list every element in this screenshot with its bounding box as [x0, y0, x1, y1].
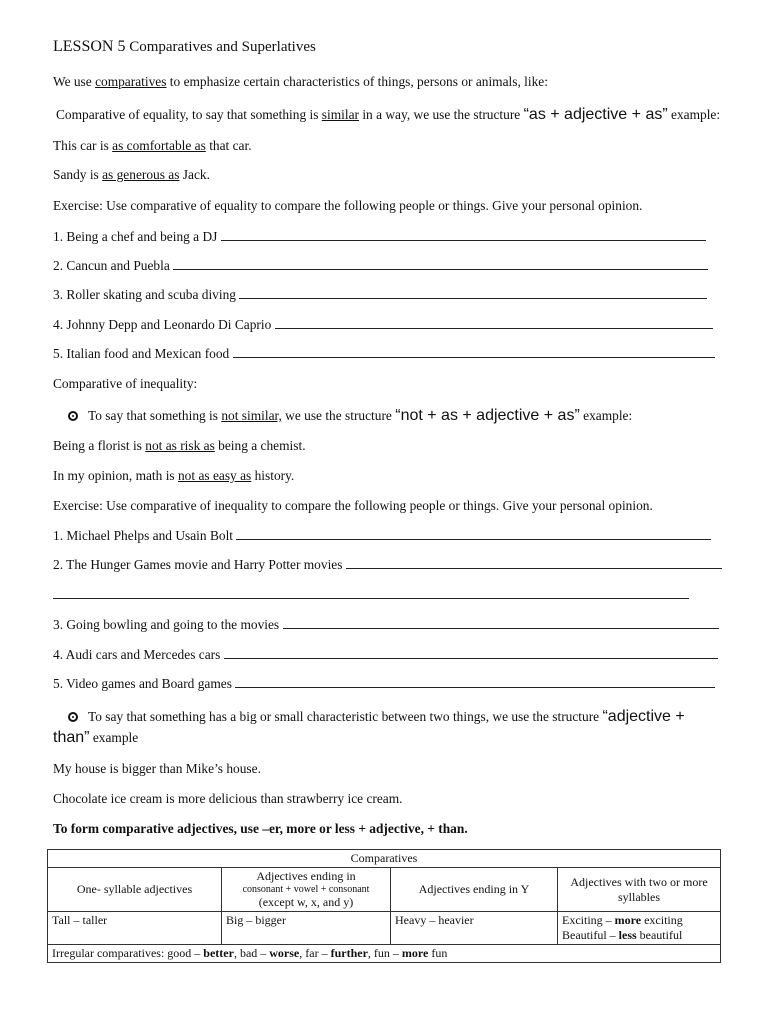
exercise-2-extra-line [53, 586, 689, 604]
intro-text: We use comparatives to emphasize certain characteristics of things, persons or animals, like: [53, 74, 548, 89]
answer-blank[interactable] [221, 228, 706, 241]
table-cell: Exciting – more exciting Beautiful – less beautiful [558, 912, 721, 945]
answer-blank[interactable] [224, 646, 718, 659]
lesson-topic: Comparatives and Superlatives [129, 39, 316, 55]
underlined-term: comparatives [95, 74, 167, 89]
equality-intro: Comparative of equality, to say that something is similar in a way, we use the structure “as + adjective + as” example: [56, 106, 721, 123]
than-intro-line2: than” example [53, 729, 139, 746]
page-title [53, 38, 316, 56]
header-ending-y: Adjectives ending in Y [391, 868, 558, 912]
exercise-2-item: 2. The Hunger Games movie and Harry Potter movies [53, 556, 722, 574]
answer-blank[interactable] [233, 345, 715, 358]
example-inequality-2: In my opinion, math is not as easy as history. [53, 468, 295, 483]
bullet-icon [68, 712, 78, 722]
example-than-1: My house is bigger than Mike’s house. [53, 761, 261, 776]
inequality-intro: To say that something is not similar, we use the structure “not + as + adjective + as” example: [68, 407, 632, 425]
comparatives-table [47, 849, 721, 963]
irregular-comparatives: Irregular comparatives: good – better, bad – worse, far – further, fun – more fun [48, 945, 721, 963]
example-inequality-1: Being a florist is not as risk as being a chemist. [53, 438, 306, 453]
exercise-2-item: 3. Going bowling and going to the movies [53, 616, 719, 634]
structure-formula: “adjective + [602, 708, 685, 725]
answer-blank[interactable] [283, 616, 719, 629]
exercise-1-item: 1. Being a chef and being a DJ [53, 228, 706, 246]
example-equality-2: Sandy is as generous as Jack. [53, 167, 210, 182]
header-cvc: Adjectives ending in consonant + vowel + consonant (except w, x, and y) [222, 868, 391, 912]
table-caption: Comparatives [48, 850, 721, 868]
form-rule: To form comparative adjectives, use –er, more or less + adjective, + than. [53, 821, 468, 836]
lesson-number: LESSON 5 [53, 38, 126, 55]
exercise-1-instructions: Exercise: Use comparative of equality to compare the following people or things. Give your personal opinion. [53, 198, 643, 213]
structure-formula: “as + adjective + as” [523, 106, 668, 123]
header-two-syllables: Adjectives with two or more syllables [558, 868, 721, 912]
exercise-2-item: 4. Audi cars and Mercedes cars [53, 646, 718, 664]
table-cell: Big – bigger [222, 912, 391, 945]
answer-blank[interactable] [346, 556, 722, 569]
example-than-2: Chocolate ice cream is more delicious than strawberry ice cream. [53, 791, 403, 806]
exercise-1-item: 3. Roller skating and scuba diving [53, 286, 707, 304]
exercise-2-item: 1. Michael Phelps and Usain Bolt [53, 527, 711, 545]
exercise-1-item: 2. Cancun and Puebla [53, 257, 708, 275]
answer-blank[interactable] [275, 316, 713, 329]
table-cell: Heavy – heavier [391, 912, 558, 945]
than-intro-line1: To say that something has a big or small characteristic between two things, we use the structure “adjective + [68, 708, 685, 726]
example-equality-1: This car is as comfortable as that car. [53, 138, 252, 153]
table-cell: Tall – taller [48, 912, 222, 945]
answer-blank[interactable] [239, 286, 707, 299]
exercise-2-instructions: Exercise: Use comparative of inequality to compare the following people or things. Give your personal opinion. [53, 498, 653, 513]
answer-blank[interactable] [236, 527, 711, 540]
inequality-heading: Comparative of inequality: [53, 376, 198, 391]
answer-blank[interactable] [235, 675, 715, 688]
answer-blank[interactable] [53, 586, 689, 599]
header-one-syllable: One- syllable adjectives [48, 868, 222, 912]
exercise-2-item: 5. Video games and Board games [53, 675, 715, 693]
answer-blank[interactable] [173, 257, 708, 270]
structure-formula: “not + as + adjective + as” [395, 407, 580, 424]
exercise-1-item: 5. Italian food and Mexican food [53, 345, 715, 363]
bullet-icon [68, 411, 78, 421]
exercise-1-item: 4. Johnny Depp and Leonardo Di Caprio [53, 316, 713, 334]
